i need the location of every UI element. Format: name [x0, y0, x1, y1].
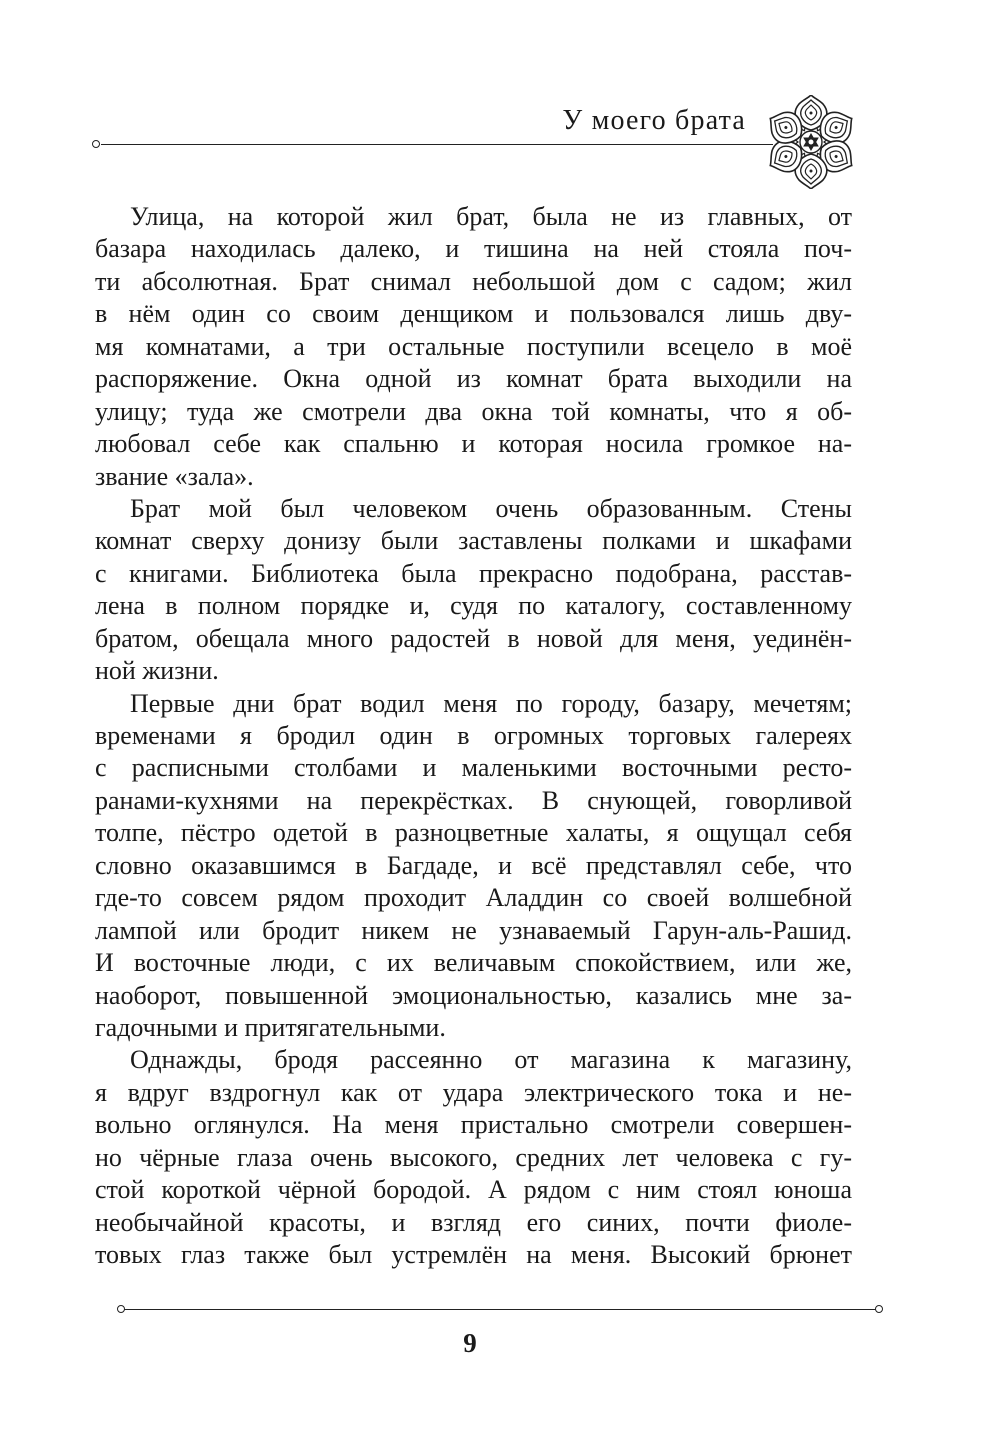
text-line: ти абсолютная. Брат снимал небольшой дом с садом; жил: [95, 266, 852, 296]
text-line: лампой или бродит никем не узнаваемый Гарун-аль-Рашид.: [95, 915, 852, 945]
text-line: любовал себе как спальню и которая носила громкое на-: [95, 429, 852, 459]
text-line: Однажды, бродя рассеянно от магазина к магазину,: [130, 1045, 852, 1075]
text-line: звание «зала».: [95, 461, 254, 491]
paragraph: [95, 493, 852, 688]
text-line: ранами-кухнями на перекрёстках. В снующей, говорливой: [95, 785, 852, 815]
text-line: мя комнатами, а три остальные поступили всецело в моё: [95, 331, 852, 361]
text-line: гадочными и притягательными.: [95, 1012, 446, 1042]
paragraph: [95, 1044, 852, 1271]
text-line: с расписными столбами и маленькими восточными ресто-: [95, 753, 852, 783]
body-text: [95, 201, 852, 1271]
text-line: братом, обещала много радостей в новой для меня, уединён-: [95, 623, 852, 653]
running-title: У моего брата: [562, 105, 746, 136]
text-line: распоряжение. Окна одной из комнат брата выходили на: [95, 364, 852, 394]
text-line: стой короткой чёрной бородой. А рядом с ним стоял юноша: [95, 1175, 852, 1205]
text-line: с книгами. Библиотека была прекрасно подобрана, расстав-: [95, 558, 852, 588]
text-line: наоборот, повышенной эмоциональностью, казались мне за-: [95, 980, 852, 1010]
text-line: вольно оглянулся. На меня пристально смотрели совершен-: [95, 1110, 852, 1140]
text-line: лена в полном порядке и, судя по каталогу, составленному: [95, 591, 852, 621]
text-line: но чёрные глаза очень высокого, средних лет человека с гу-: [95, 1142, 852, 1172]
text-line: где-то совсем рядом проходит Аладдин со своей волшебной: [95, 883, 852, 913]
text-line: комнат сверху донизу были заставлены полками и шкафами: [95, 526, 852, 556]
text-line: в нём один со своим денщиком и пользовался лишь дву-: [95, 299, 852, 329]
text-line: базара находилась далеко, и тишина на ней стояла поч-: [95, 234, 852, 264]
footer-rule: [124, 1309, 876, 1310]
text-line: я вдруг вздрогнул как от удара электрического тока и не-: [95, 1077, 852, 1107]
rule-end-circle: [875, 1305, 883, 1313]
text-line: ной жизни.: [95, 656, 219, 686]
page-number: 9: [463, 1328, 477, 1358]
text-line: Брат мой был человеком очень образованным. Стены: [130, 493, 852, 523]
rule-end-circle: [92, 140, 100, 148]
mandala-flower-icon: [756, 95, 866, 189]
paragraph: [95, 688, 852, 1045]
paragraph: [95, 201, 852, 493]
ornament-center: [800, 131, 822, 153]
text-line: толпе, пёстро одетой в разноцветные халаты, я ощущал себя: [95, 818, 852, 848]
text-line: И восточные люди, с их величавым спокойствием, или же,: [95, 948, 852, 978]
text-line: словно оказавшимся в Багдаде, и всё представлял себе, что: [95, 850, 852, 880]
text-line: временами я бродил один в огромных торговых галереях: [95, 721, 852, 750]
text-line: Первые дни брат водил меня по городу, базару, мечетям;: [130, 688, 852, 718]
header-rule: [101, 144, 773, 145]
text-line: улицу; туда же смотрели два окна той комнаты, что я об-: [95, 396, 852, 426]
text-line: Улица, на которой жил брат, была не из главных, от: [130, 202, 852, 231]
text-line: товых глаз также был устремлён на меня. Высокий брюнет: [95, 1240, 852, 1269]
text-line: необычайной красоты, и взгляд его синих, почти фиоле-: [95, 1207, 852, 1237]
